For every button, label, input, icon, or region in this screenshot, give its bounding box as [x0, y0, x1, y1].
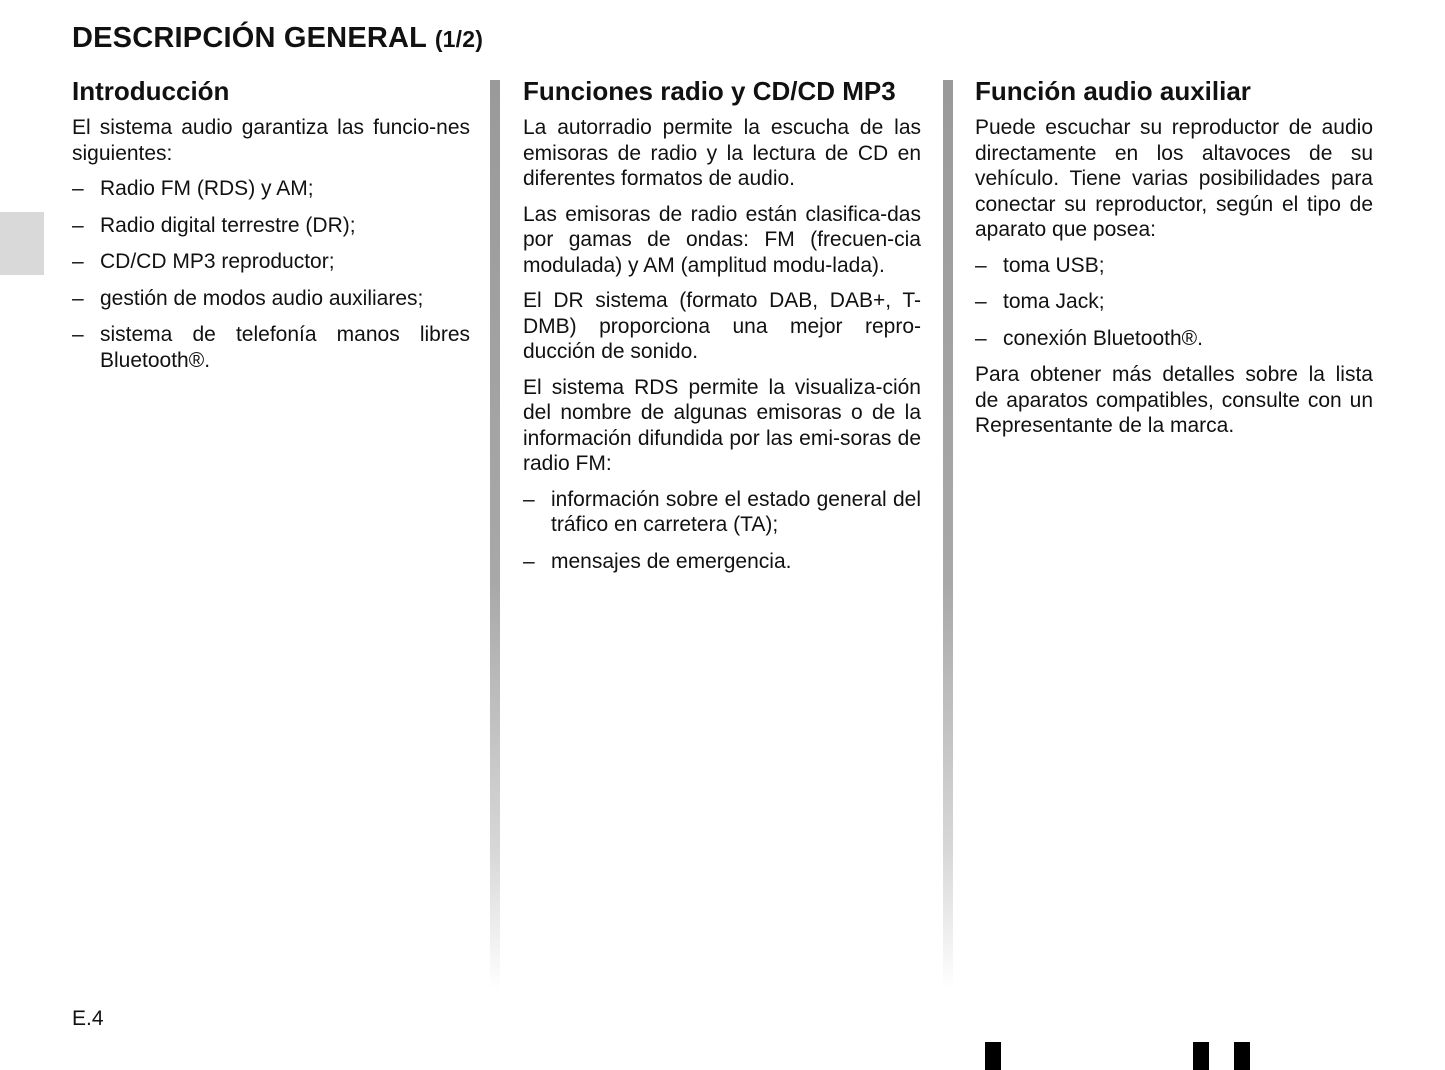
list-item: – toma USB;	[975, 253, 1373, 279]
paragraph: El DR sistema (formato DAB, DAB+, T-DMB) proporciona una mejor repro-ducción de sonido.	[523, 289, 921, 363]
section-heading: Funciones radio y CD/CD MP3	[523, 76, 896, 106]
list-item: – Radio digital terrestre (DR);	[72, 213, 470, 239]
section-heading: Introducción	[72, 76, 230, 106]
paragraph: Las emisoras de radio están clasifica-das por gamas de ondas: FM (frecuen-cia modulada) y AM (amplitud modu-lada).	[523, 202, 921, 277]
list-item: – mensajes de emergencia.	[523, 549, 921, 575]
paragraph: La autorradio permite la escucha de las emisoras de radio y la lectura de CD en diferentes formatos de audio.	[523, 116, 921, 190]
column-funciones-radio	[523, 76, 921, 585]
registration-mark	[985, 1042, 1001, 1070]
list-item: – toma Jack;	[975, 289, 1373, 315]
section-heading: Función audio auxiliar	[975, 76, 1251, 106]
paragraph: Para obtener más detalles sobre la lista de aparatos compatibles, consulte con un Representante de la marca.	[975, 363, 1373, 437]
column-audio-auxiliar	[975, 76, 1373, 449]
paragraph: El sistema audio garantiza las funcio-nes siguientes:	[72, 116, 470, 165]
column-divider	[490, 80, 500, 990]
list-item: – gestión de modos audio auxiliares;	[72, 286, 470, 312]
registration-mark	[1193, 1042, 1209, 1070]
page-title	[72, 22, 483, 55]
list-item: – conexión Bluetooth®.	[975, 326, 1373, 352]
page-title-text: DESCRIPCIÓN GENERAL	[72, 22, 427, 54]
bullet-list	[72, 176, 470, 373]
page-number: E.4	[72, 1007, 104, 1030]
paragraph: El sistema RDS permite la visualiza-ción del nombre de algunas emisoras o de la información difundida por las emi-soras de radio FM:	[523, 375, 921, 475]
column-introduccion	[72, 76, 470, 384]
list-item: – sistema de telefonía manos libres Bluetooth®.	[72, 322, 470, 373]
bullet-list	[523, 487, 921, 575]
page-title-part: (1/2)	[434, 26, 484, 52]
bullet-list	[975, 253, 1373, 352]
paragraph: Puede escuchar su reproductor de audio directamente en los altavoces de su vehículo. Tiene varias posibilidades para conectar su reproductor, según el tipo de aparato que posea:	[975, 116, 1373, 241]
list-item: – información sobre el estado general del tráfico en carretera (TA);	[523, 487, 921, 538]
list-item: – CD/CD MP3 reproductor;	[72, 249, 470, 275]
column-divider	[943, 80, 953, 990]
registration-mark	[1234, 1042, 1250, 1070]
section-tab-marker	[0, 212, 44, 275]
list-item: – Radio FM (RDS) y AM;	[72, 176, 470, 202]
